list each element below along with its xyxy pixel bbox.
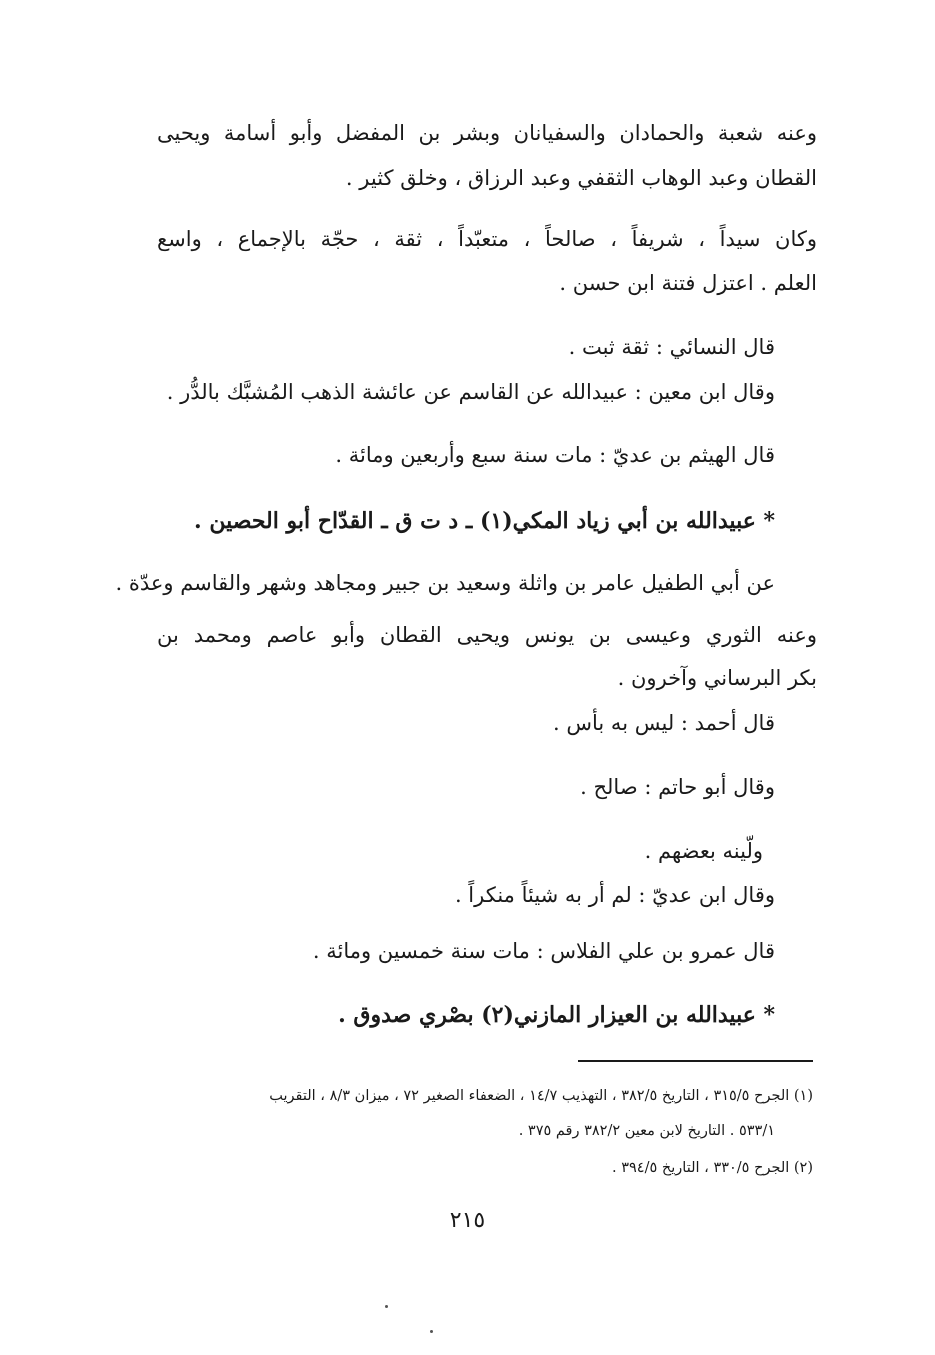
text-line-2: القطان وعبد الوهاب الثقفي وعبد الرزاق ، وخلق كثير . [345, 166, 817, 190]
page-number: ٢١٥ [449, 1208, 486, 1233]
text-line-1: وعنه شعبة والحمادان والسفيانان وبشر بن المفضل وأبو أسامة ويحيى [157, 121, 817, 145]
text-line-3: وكان سيداً ، شريفاً ، صالحاً ، متعبّداً ، ثقة ، حجّة بالإجماع ، واسع [157, 227, 817, 251]
scan-speck [430, 1330, 433, 1333]
text-line-13: وقال أبو حاتم : صالح . [580, 775, 775, 799]
text-line-10: وعنه الثوري وعيسى بن يونس ويحيى القطان وأبو عاصم ومحمد بن [157, 623, 817, 647]
scan-speck [385, 1305, 388, 1308]
entry-heading-2: * عبيدالله بن العيزار المازني(٢) بصْري صدوق . [338, 1002, 775, 1028]
footnote-divider [578, 1060, 813, 1062]
text-line-6: وقال ابن معين : عبيدالله عن القاسم عن عائشة الذهب المُشبَّك بالدُّر . [166, 380, 775, 404]
text-line-11: بكر البرساني وآخرون . [617, 666, 817, 690]
footnote-1: (١) الجرح ٣١٥/٥ ، التاريخ ٣٨٢/٥ ، التهذيب ١٤/٧ ، الضعفاء الصغير ٧٢ ، ميزان ٨/٣ ، التقريب [269, 1088, 813, 1104]
footnote-2: (٢) الجرح ٣٣٠/٥ ، التاريخ ٣٩٤/٥ . [612, 1160, 813, 1176]
text-line-5: قال النسائي : ثقة ثبت . [568, 335, 775, 359]
entry-heading-1: * عبيدالله بن أبي زياد المكي(١) ـ د ت ق ـ القدّاح أبو الحصين . [194, 508, 775, 534]
text-line-7: قال الهيثم بن عديّ : مات سنة سبع وأربعين ومائة . [335, 443, 775, 467]
text-line-15: وقال ابن عديّ : لم أر به شيئاً منكراً . [454, 883, 775, 907]
footnote-1-continued: ٥٣٣/١ . التاريخ لابن معين ٣٨٢/٢ رقم ٣٧٥ . [518, 1123, 775, 1139]
text-line-14: ولّينه بعضهم . [644, 839, 763, 863]
text-line-12: قال أحمد : ليس به بأس . [553, 711, 775, 735]
text-line-9: عن أبي الطفيل عامر بن واثلة وسعيد بن جبير ومجاهد وشهر والقاسم وعدّة . [115, 571, 775, 595]
text-line-4: العلم . اعتزل فتنة ابن حسن . [559, 271, 817, 295]
text-line-16: قال عمرو بن علي الفلاس : مات سنة خمسين ومائة . [312, 939, 775, 963]
